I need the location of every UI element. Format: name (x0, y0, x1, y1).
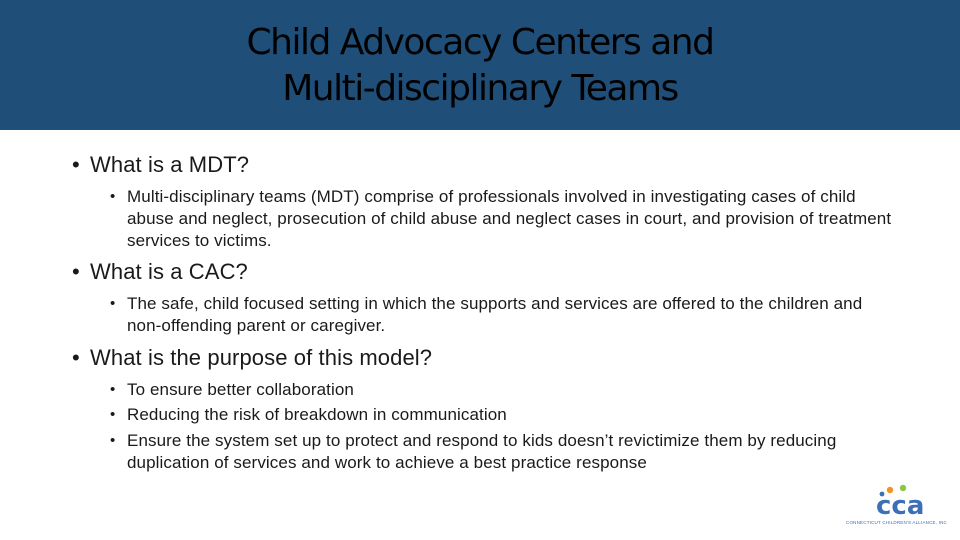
bullet-icon: • (110, 188, 116, 205)
logo-mark: cca (876, 491, 925, 521)
slide-title-line2: Multi-disciplinary Teams (282, 68, 678, 109)
bullet-icon: • (110, 406, 116, 423)
logo-caption: CONNECTICUT CHILDREN'S ALLIANCE, INC (846, 520, 947, 525)
sub-bullet-cac-definition: • The safe, child focused setting in which the supports and services are offered to the children and non-offending parent or caregiver. (110, 294, 863, 335)
bullet-icon: • (72, 152, 80, 177)
sub-bullet-mdt-definition: • Multi-disciplinary teams (MDT) comprise of professionals involved in investigating cases of child abuse and neglect, prosecution of child abuse and neglect cases in court, and provision of treatment services to victims. (110, 187, 892, 250)
sub-bullet-collaboration: • To ensure better collaboration (110, 380, 354, 399)
bullet-icon: • (110, 432, 116, 449)
sub-bullet-revictimize: • Ensure the system set up to protect and respond to kids doesn’t revictimize them by reducing duplication of services and work to achieve a best practice response (110, 431, 837, 472)
bullet-icon: • (110, 295, 116, 312)
bullet-icon: • (72, 345, 80, 370)
slide-title-line1: Child Advocacy Centers and (246, 22, 714, 63)
slide-body: • What is a MDT? • Multi-disciplinary teams (MDT) comprise of professionals involved in investigating cases of child abuse and neglect, prosecution of child abuse and neglect cases in court, and provision of treatment services to victims. • What is a CAC? • The safe, child focused setting in which the supports and services are offered to the children and non-offending parent or caregiver. • What is the purpose of this model? • To ensure better collaboration • Reducing the risk of breakdown in communication • Ensure the system set up to protect and respond to kids doesn’t revictimize them by reducing duplication of services and work to achieve a best practice response (0, 0, 960, 540)
sub-bullet-communication: • Reducing the risk of breakdown in communication (110, 405, 507, 424)
bullet-icon: • (110, 381, 116, 398)
bullet-icon: • (72, 259, 80, 284)
